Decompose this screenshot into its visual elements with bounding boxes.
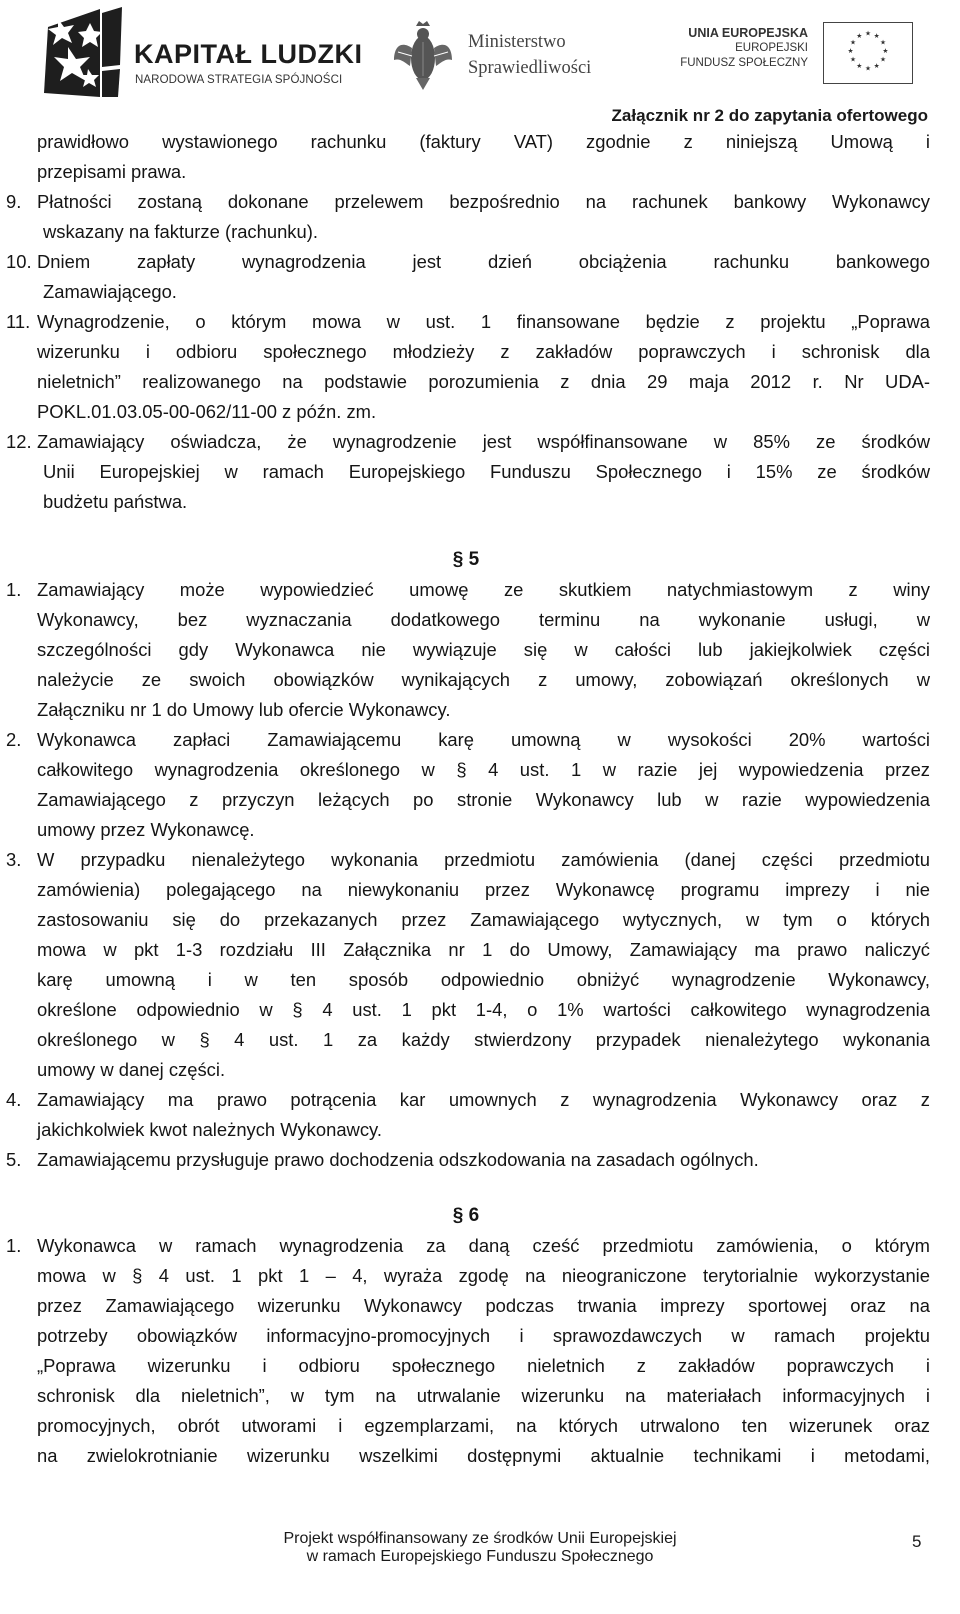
text-line: Wynagrodzenie, o którym mowa w ust. 1 finansowane będzie z projektu „Poprawa (37, 311, 930, 332)
list-number: 11. (6, 311, 31, 332)
text-line: Dniem zapłaty wynagrodzenia jest dzień obciążenia rachunku bankowego (37, 251, 930, 272)
kapital-ludzki-logo (38, 5, 368, 105)
list-number: 10. (6, 251, 32, 272)
text-line: Załączniku nr 1 do Umowy lub ofercie Wykonawcy. (37, 699, 451, 720)
svg-text:★: ★ (879, 55, 887, 64)
svg-text:★: ★ (847, 47, 854, 56)
list-number: 12. (6, 431, 32, 452)
text-line: przez Zamawiającego wizerunku Wykonawcy podczas trwania imprezy sportowej oraz na (37, 1295, 930, 1316)
text-line: Zamawiającemu przysługuje prawo dochodzenia odszkodowania na zasadach ogólnych. (37, 1149, 759, 1170)
text-line: wskazany na fakturze (rachunku). (43, 221, 318, 242)
text-line: prawidłowo wystawionego rachunku (faktury VAT) zgodnie z niniejszą Umową i (37, 131, 930, 152)
section-heading: § 6 (452, 1205, 480, 1226)
svg-text:★: ★ (849, 38, 857, 47)
text-line: potrzeby obowiązków informacyjno-promocyjnych i sprawozdawczych w ramach projektu (37, 1325, 930, 1346)
list-number: 5. (6, 1149, 22, 1170)
text-line: Zamawiający oświadcza, że wynagrodzenie jest współfinansowane w 85% ze środków (37, 431, 930, 452)
text-line: Wykonawcy, bez wyznaczania dodatkowego terminu na wykonanie usługi, w (37, 609, 930, 630)
text-line: wizerunku i odbioru społecznego młodzieży z zakładów poprawczych i schronisk dla (37, 341, 930, 362)
footer-line2: w ramach Europejskiego Funduszu Społecznego (306, 1548, 654, 1565)
text-line: Płatności zostaną dokonane przelewem bezpośrednio na rachunek bankowy Wykonawcy (37, 191, 930, 212)
svg-text:★: ★ (864, 29, 872, 38)
text-line: na zwielokrotnianie wizerunku wszelkimi dostępnymi aktualnie technikami i metodami, (37, 1445, 930, 1466)
list-number: 4. (6, 1089, 22, 1110)
text-line: zamówienia) polegającego na niewykonaniu przez Wykonawcę programu imprezy i nie (37, 879, 930, 900)
text-line: umowy w danej części. (37, 1059, 226, 1080)
text-line: Zamawiający ma prawo potrącenia kar umownych z wynagrodzenia Wykonawcy oraz z (37, 1089, 930, 1110)
text-line: nieletnich” realizowanego na podstawie porozumienia z dnia 29 maja 2012 r. Nr UDA- (37, 371, 930, 392)
list-number: 9. (6, 191, 22, 212)
text-line: Zamawiającego z przyczyn leżących po stronie Wykonawcy lub w razie wypowiedzenia (37, 789, 930, 810)
svg-text:★: ★ (849, 55, 857, 64)
text-line: mowa w pkt 1-3 rozdziału III Załącznika nr 1 do Umowy, Zamawiający ma prawo naliczyć (37, 939, 930, 960)
unia-europejska-line1: UNIA EUROPEJSKA (688, 26, 808, 40)
attachment-label: Załącznik nr 2 do zapytania ofertowego (611, 106, 928, 125)
text-line: Zamawiającego. (43, 281, 177, 302)
svg-text:★: ★ (882, 47, 889, 56)
ministerstwo-name-line1: Ministerstwo (468, 32, 566, 52)
text-line: przepisami prawa. (37, 161, 187, 182)
text-line: Wykonawca zapłaci Zamawiającemu karę umowną w wysokości 20% wartości (37, 729, 930, 750)
list-number: 1. (6, 579, 22, 600)
section-heading: § 5 (452, 549, 480, 570)
svg-text:★: ★ (873, 62, 880, 70)
text-line: umowy przez Wykonawcę. (37, 819, 255, 840)
list-number: 3. (6, 849, 22, 870)
text-line: W przypadku nienależytego wykonania przedmiotu zamówienia (danej części przedmiotu (37, 849, 930, 870)
ministerstwo-name-line2: Sprawiedliwości (468, 58, 592, 78)
svg-text:★: ★ (873, 32, 880, 40)
svg-text:★: ★ (879, 38, 887, 47)
ministerstwo-logo (392, 16, 642, 96)
text-line: promocyjnych, obrót utworami i egzemplarzami, na których utrwalono ten wizerunek oraz (37, 1415, 930, 1436)
text-line: „Poprawa wizerunku i odbioru społecznego nieletnich z zakładów poprawczych i (37, 1355, 930, 1376)
text-line: zastosowaniu się do przekazanych przez Zamawiającego wytycznych, w tym o których (37, 909, 930, 930)
text-line: określone odpowiednio w § 4 ust. 1 pkt 1-4, o 1% wartości całkowitego wynagrodzenia (37, 999, 930, 1020)
text-line: schronisk dla nieletnich”, w tym na utrwalanie wizerunku na materiałach informacyjnych i (37, 1385, 930, 1406)
text-line: Wykonawca w ramach wynagrodzenia za daną cześć przedmiotu zamówienia, o którym (37, 1235, 930, 1256)
page-header (0, 0, 960, 110)
text-line: POKL.01.03.05-00-062/11-00 z późn. zm. (37, 401, 377, 422)
text-line: określonego w § 4 ust. 1 za każdy stwierdzony przypadek nienależytego wykonania (37, 1029, 930, 1050)
text-line: Zamawiający może wypowiedzieć umowę ze skutkiem natychmiastowym z winy (37, 579, 930, 600)
kapital-ludzki-subtitle: NARODOWA STRATEGIA SPÓJNOŚCI (135, 74, 343, 86)
eagle-emblem-icon (392, 18, 454, 92)
svg-text:★: ★ (856, 62, 863, 70)
svg-text:★: ★ (864, 64, 872, 73)
text-line: całkowitego wynagrodzenia określonego w § 4 ust. 1 w razie jej wypowiedzenia przez (37, 759, 930, 780)
text-line: jakichkolwiek kwot należnych Wykonawcy. (37, 1119, 382, 1140)
text-line: Unii Europejskiej w ramach Europejskiego Funduszu Społecznego i 15% ze środków (43, 461, 930, 482)
page-number: 5 (912, 1532, 922, 1551)
unia-europejska-line3: FUNDUSZ SPOŁECZNY (680, 57, 808, 69)
unia-europejska-logo (676, 20, 916, 86)
unia-europejska-text (680, 26, 808, 71)
footer-line1: Projekt współfinansowany ze środków Unii Europejskiej (283, 1530, 677, 1547)
kapital-ludzki-stars-icon (38, 5, 128, 105)
text-line: budżetu państwa. (43, 491, 188, 512)
svg-text:★: ★ (856, 32, 863, 40)
text-line: należycie ze swoich obowiązków wynikających z umowy, zobowiązań określonych w (37, 669, 930, 690)
text-line: karę umowną i w ten sposób odpowiednio obniżyć wynagrodzenie Wykonawcy, (37, 969, 930, 990)
text-line: szczególności gdy Wykonawca nie wywiązuje się w całości lub jakiejkolwiek części (37, 639, 930, 660)
unia-europejska-line2: EUROPEJSKI (735, 42, 808, 54)
list-number: 2. (6, 729, 22, 750)
kapital-ludzki-title: KAPITAŁ LUDZKI (134, 39, 363, 69)
eu-flag-icon (823, 22, 913, 84)
text-line: mowa w § 4 ust. 1 pkt 1 – 4, wyraża zgodę na nieograniczone terytorialnie wykorzystanie (37, 1265, 930, 1286)
list-number: 1. (6, 1235, 22, 1256)
